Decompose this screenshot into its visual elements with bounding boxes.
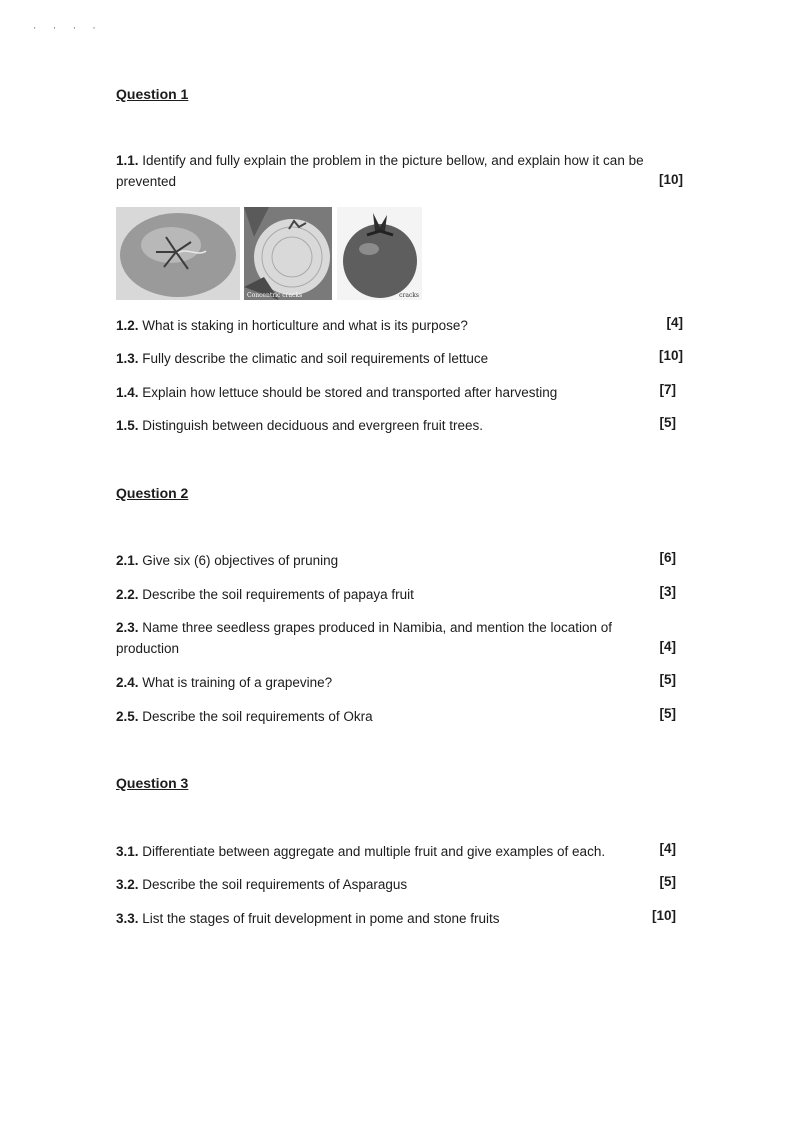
- marks-2-4: [5]: [659, 672, 676, 687]
- item-number: 2.2.: [116, 587, 139, 602]
- question-2-2: [116, 584, 676, 605]
- item-text: Identify and fully explain the problem in the picture bellow, and explain how it can be: [138, 153, 644, 168]
- marks-1-4: [7]: [659, 382, 676, 397]
- tomato-photo-3: [337, 207, 422, 300]
- item-text: List the stages of fruit development in pome and stone fruits: [138, 911, 500, 926]
- item-number: 3.3.: [116, 911, 139, 926]
- item-text: Describe the soil requirements of Okra: [138, 709, 373, 724]
- question-3-3: [116, 908, 676, 929]
- marks-3-2: [5]: [659, 874, 676, 889]
- marks-1-3: [10]: [658, 348, 683, 363]
- marks-3-1: [4]: [659, 841, 676, 856]
- item-text: Distinguish between deciduous and evergreen fruit trees.: [138, 418, 483, 433]
- item-text: Describe the soil requirements of Asparagus: [138, 877, 408, 892]
- question-2-1: [116, 550, 676, 571]
- item-number: 1.1.: [116, 153, 139, 168]
- question-1-4: [116, 382, 676, 403]
- tomato-crack-photos: [116, 207, 422, 300]
- marks-2-5: [5]: [659, 706, 676, 721]
- question-2-heading: Question 2: [116, 485, 189, 501]
- item-number: 2.1.: [116, 553, 139, 568]
- question-3-heading: Question 3: [116, 775, 189, 791]
- item-number: 1.2.: [116, 318, 139, 333]
- item-number: 1.4.: [116, 385, 139, 400]
- marks-3-3: [10]: [651, 908, 676, 923]
- photo-caption-concentric: Concentric cracks: [247, 292, 303, 299]
- marks-2-2: [3]: [659, 584, 676, 599]
- question-1-2: [116, 315, 676, 336]
- item-number: 1.5.: [116, 418, 139, 433]
- question-3-2: [116, 874, 676, 895]
- item-number: 3.1.: [116, 844, 139, 859]
- item-text: Fully describe the climatic and soil requirements of lettuce: [138, 351, 489, 366]
- marks-1-5: [5]: [659, 415, 676, 430]
- question-1-3: [116, 348, 676, 369]
- item-number: 3.2.: [116, 877, 139, 892]
- item-text-continued: prevented: [116, 174, 177, 189]
- photo-caption-cracks: cracks: [399, 292, 419, 299]
- item-number: 1.3.: [116, 351, 139, 366]
- question-1-1: [116, 150, 676, 192]
- marks-2-1: [6]: [659, 550, 676, 565]
- item-number: 2.5.: [116, 709, 139, 724]
- question-1-heading: Question 1: [116, 86, 189, 102]
- item-text: What is training of a grapevine?: [138, 675, 333, 690]
- question-2-4: [116, 672, 676, 693]
- item-text: Name three seedless grapes produced in Namibia, and mention the location of: [138, 620, 613, 635]
- question-2-3: [116, 617, 676, 659]
- marks-1-1: [10]: [658, 172, 683, 187]
- question-2-5: [116, 706, 676, 727]
- question-3-1: [116, 841, 676, 862]
- tomato-photo-2: [244, 207, 332, 300]
- item-text: What is staking in horticulture and what is its purpose?: [138, 318, 468, 333]
- item-number: 2.4.: [116, 675, 139, 690]
- item-text-continued: production: [116, 641, 180, 656]
- marks-1-2: [4]: [666, 315, 683, 330]
- question-1-5: [116, 415, 676, 436]
- item-text: Describe the soil requirements of papaya fruit: [138, 587, 414, 602]
- item-text: Explain how lettuce should be stored and transported after harvesting: [138, 385, 558, 400]
- item-number: 2.3.: [116, 620, 139, 635]
- marks-2-3: [4]: [659, 639, 676, 654]
- tomato-photo-1: [116, 207, 240, 300]
- scan-artifact: ' ' ' ': [34, 26, 103, 35]
- item-text: Differentiate between aggregate and multiple fruit and give examples of each.: [138, 844, 606, 859]
- item-text: Give six (6) objectives of pruning: [138, 553, 339, 568]
